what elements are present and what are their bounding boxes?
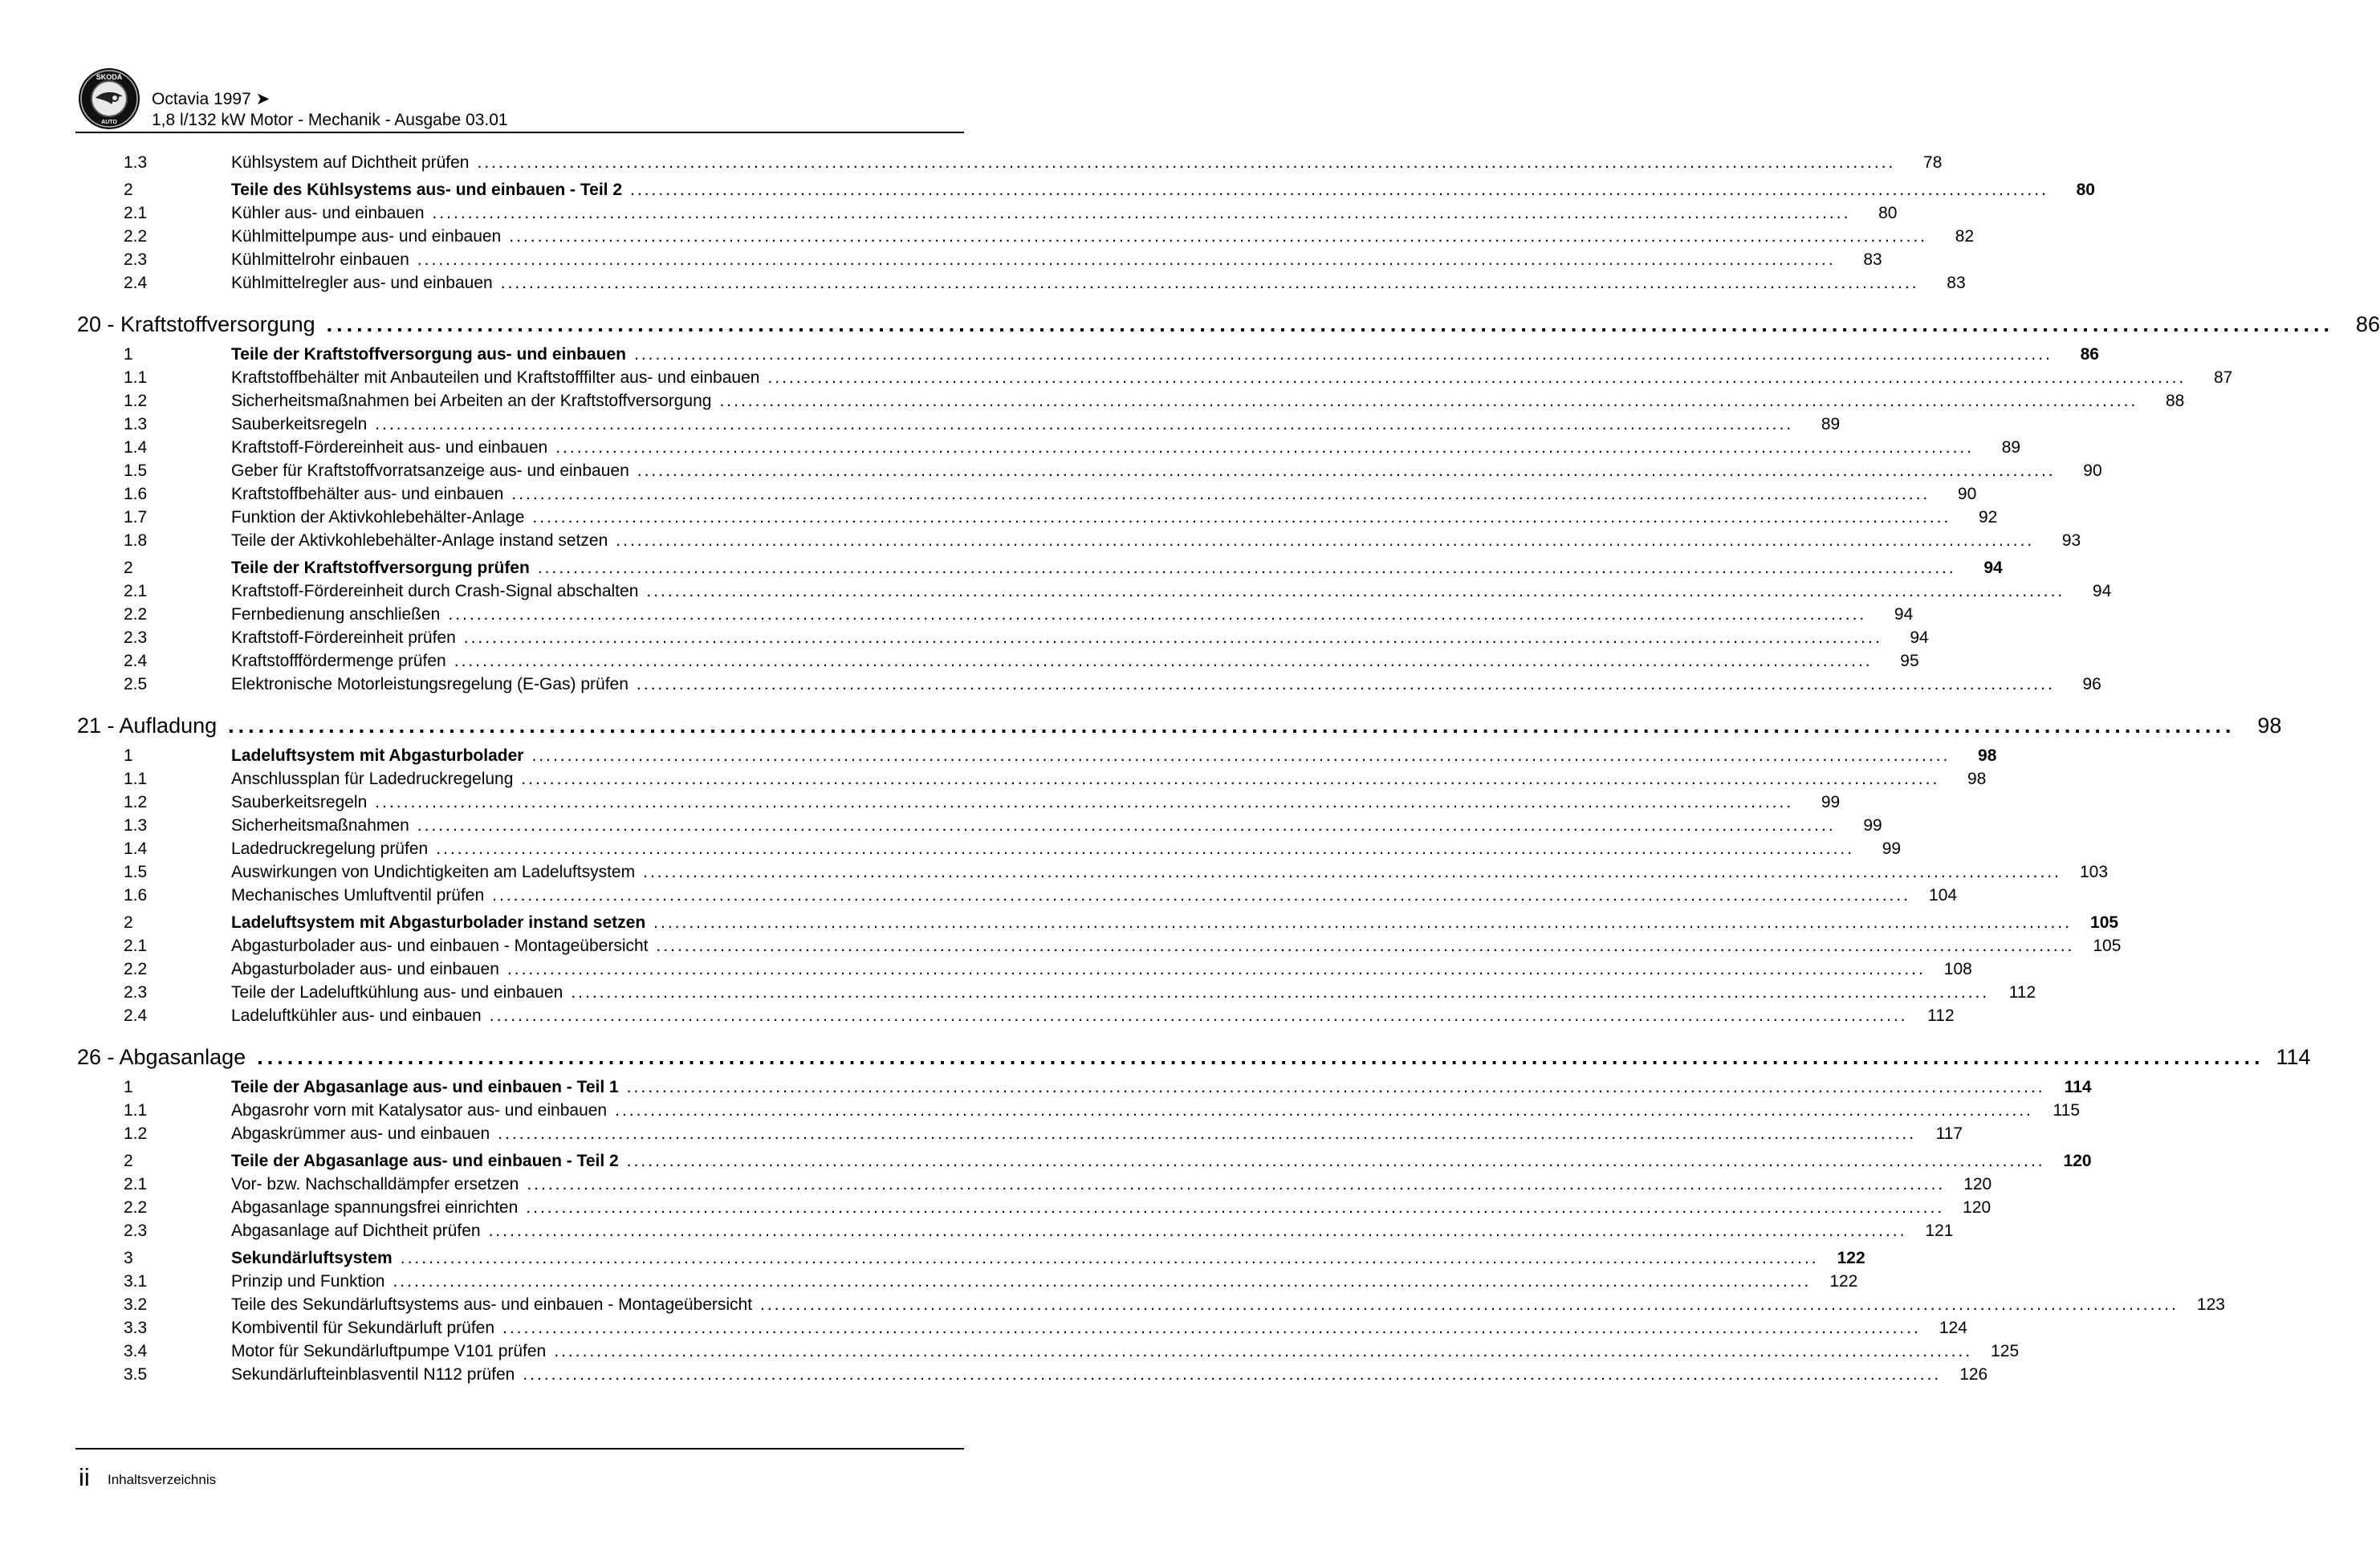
toc-title: Ladeluftsystem mit Abgasturbolader [231, 746, 524, 765]
toc-number: 3 [124, 1249, 133, 1267]
toc-page-number: 114 [2064, 1078, 2092, 1096]
toc-leader-dots: ........................................................................................................................................................................................................ [521, 770, 1940, 788]
toc-entry [75, 1272, 1858, 1295]
toc-number: 1.1 [124, 1101, 148, 1120]
toc-number: 3.2 [124, 1295, 148, 1314]
table-of-contents [75, 153, 2380, 1389]
toc-leader-dots: ........................................................................................................................................................................................................ [719, 392, 2138, 410]
toc-page-number: 92 [1978, 508, 1998, 527]
toc-page-number: 78 [1923, 153, 1943, 172]
toc-entry [75, 770, 1987, 793]
toc-number: 1.1 [124, 770, 148, 788]
toc-entry [75, 628, 1929, 652]
toc-leader-dots: ........................................................................................................................................................................................................ [477, 153, 1896, 172]
toc-title: Kraftstoffbehälter aus- und einbauen [231, 485, 504, 503]
toc-entry [75, 960, 1972, 983]
toc-chapter [75, 1040, 2311, 1074]
toc-section [75, 913, 2119, 937]
toc-entry [75, 485, 1977, 508]
toc-page-number: 98 [1967, 770, 1987, 788]
toc-title: Abgasrohr vorn mit Katalysator aus- und einbauen [231, 1101, 608, 1120]
toc-title: Teile der Abgasanlage aus- und einbauen - Teil 2 [231, 1152, 619, 1170]
toc-leader-dots: ........................................................................................................................................................................................................ [634, 345, 2052, 364]
toc-title: Abgasanlage auf Dichtheit prüfen [231, 1222, 481, 1240]
toc-page-number: 94 [2092, 582, 2112, 600]
toc-entry [75, 793, 1841, 816]
toc-page-number: 121 [1925, 1222, 1954, 1240]
toc-page-number: 80 [2076, 181, 2095, 199]
toc-entry [75, 840, 1902, 863]
toc-entry [75, 816, 1882, 840]
toc-number: 1.5 [124, 863, 148, 881]
toc-entry [75, 1319, 1967, 1342]
toc-entry [75, 1124, 1963, 1148]
toc-leader-dots: ........................................................................................................................................................................................................ [626, 1152, 2045, 1170]
toc-number: 1.8 [124, 531, 148, 550]
toc-section [75, 1249, 1865, 1272]
toc-number: 1.6 [124, 485, 148, 503]
toc-leader-dots: ........................................................................................................................................................................................................ [417, 250, 1836, 269]
page-header [78, 67, 964, 133]
toc-number: 2.4 [124, 652, 148, 670]
toc-entry [75, 204, 1898, 227]
toc-entry [75, 274, 1966, 297]
toc-page-number: 88 [2166, 392, 2185, 410]
toc-title: Teile der Abgasanlage aus- und einbauen - Teil 1 [231, 1078, 619, 1096]
toc-title: Abgasturbolader aus- und einbauen [231, 960, 499, 978]
toc-entry [75, 250, 1882, 274]
toc-entry [75, 1175, 1992, 1198]
toc-title: Elektronische Motorleistungsregelung (E-Gas) prüfen [231, 675, 629, 693]
toc-leader-dots: ........................................................................................................................................................................................................ [555, 438, 1975, 457]
toc-leader-dots: ........................................................................................................................................................................................................ [492, 886, 1911, 905]
toc-title: Kühler aus- und einbauen [231, 204, 425, 222]
toc-section [75, 1078, 2092, 1101]
toc-entry [75, 1198, 1991, 1222]
toc-entry [75, 461, 2102, 485]
toc-number: 2.1 [124, 1175, 148, 1193]
toc-entry [75, 1101, 2081, 1124]
toc-number: 2.1 [124, 204, 148, 222]
toc-title: Sicherheitsmaßnahmen bei Arbeiten an der Kraftstoffversorgung [231, 392, 712, 410]
toc-title: 20 - Kraftstoffversorgung [77, 311, 315, 336]
toc-page-number: 120 [1963, 1198, 1991, 1217]
toc-title: Kraftstoffbehälter mit Anbauteilen und Kraftstofffilter aus- und einbauen [231, 368, 760, 387]
toc-entry [75, 438, 2021, 461]
toc-leader-dots: ........................................................................................................................................................................................................ [523, 1365, 1942, 1384]
toc-leader-dots: ........................................................................................................................................................................................................ [463, 628, 1882, 647]
toc-page-number: 114 [2276, 1044, 2311, 1069]
toc-title: Sekundärlufteinblasventil N112 prüfen [231, 1365, 515, 1384]
toc-page-number: 105 [2093, 937, 2122, 955]
toc-entry [75, 886, 1958, 909]
document-title: Octavia 1997 ➤ [152, 90, 271, 108]
toc-entry [75, 227, 1975, 250]
toc-section [75, 181, 2095, 204]
toc-page-number: 82 [1955, 227, 1975, 246]
toc-title: Vor- bzw. Nachschalldämpfer ersetzen [231, 1175, 519, 1193]
toc-leader-dots: ........................................................................................................................................................................................................ [626, 1078, 2045, 1096]
toc-entry [75, 531, 2081, 555]
toc-page-number: 104 [1929, 886, 1958, 905]
toc-title: Kühlmittelrohr einbauen [231, 250, 409, 269]
footer-page-number: ii [79, 1463, 90, 1491]
toc-title: Kühlmittelregler aus- und einbauen [231, 274, 493, 292]
toc-leader-dots: ........................................................................................................................................................................................................ [488, 1222, 1907, 1240]
toc-number: 3.1 [124, 1272, 148, 1291]
toc-page-number: 89 [2001, 438, 2021, 457]
toc-number: 2 [124, 559, 133, 577]
toc-title: Funktion der Aktivkohlebehälter-Anlage [231, 508, 525, 527]
toc-entry [75, 1342, 2020, 1365]
toc-title: Teile der Kraftstoffversorgung prüfen [231, 559, 530, 577]
toc-leader-dots: ........................................................................................................................................................................................................ [554, 1342, 1973, 1360]
toc-number: 3.5 [124, 1365, 148, 1384]
toc-title: Abgaskrümmer aus- und einbauen [231, 1124, 490, 1143]
toc-number: 1.3 [124, 816, 148, 835]
toc-leader-dots: ........................................................................................................................................................................................................ [531, 746, 1951, 765]
toc-number: 1 [124, 345, 133, 364]
toc-page-number: 80 [1878, 204, 1898, 222]
toc-leader-dots: ........................................................................................................................................................................................................ [767, 368, 2187, 387]
toc-page-number: 123 [2196, 1295, 2225, 1314]
toc-title: Ladedruckregelung prüfen [231, 840, 429, 858]
toc-page-number: 99 [1863, 816, 1882, 835]
toc-section [75, 1152, 2092, 1175]
toc-number: 3.4 [124, 1342, 148, 1360]
toc-leader-dots: ........................................................................................................................................................................................................ [526, 1198, 1945, 1217]
toc-leader-dots: ........................................................................................................................................................................................................ [417, 816, 1836, 835]
toc-page-number: 90 [1957, 485, 1977, 503]
toc-number: 2 [124, 181, 133, 199]
toc-entry [75, 675, 2101, 698]
toc-page-number: 120 [2063, 1152, 2092, 1170]
toc-entry [75, 392, 2185, 415]
toc-page-number: 86 [2355, 311, 2380, 336]
toc-number: 2.2 [124, 227, 148, 246]
toc-number: 2.3 [124, 983, 148, 1002]
toc-title: Teile des Sekundärluftsystems aus- und einbauen - Montageübersicht [231, 1295, 753, 1314]
toc-page-number: 108 [1943, 960, 1972, 978]
toc-entry [75, 937, 2122, 960]
toc-leader-dots: ........................................................................................................................................................................................................ [636, 675, 2055, 693]
toc-leader-dots: ........................................................................................................................................................................................................ [448, 605, 1867, 624]
toc-number: 1 [124, 1078, 133, 1096]
toc-title: Fernbedienung anschließen [231, 605, 441, 624]
toc-number: 2.5 [124, 675, 148, 693]
toc-number: 2.2 [124, 960, 148, 978]
toc-number: 2.1 [124, 582, 148, 600]
toc-entry [75, 1295, 2225, 1319]
document-subtitle: 1,8 l/132 kW Motor - Mechanik - Ausgabe 03.01 [152, 111, 508, 129]
toc-number: 1.2 [124, 392, 148, 410]
toc-page-number: 99 [1821, 793, 1841, 811]
toc-leader-dots: ........................................................................................................................................................................................................ [511, 485, 1930, 503]
toc-leader-dots: ........................................................................................................................................................................................................ [537, 559, 1956, 577]
toc-title: Kraftstoff-Fördereinheit aus- und einbauen [231, 438, 548, 457]
toc-title: Kühlmittelpumpe aus- und einbauen [231, 227, 502, 246]
toc-title: Kraftstoff-Fördereinheit durch Crash-Signal abschalten [231, 582, 639, 600]
toc-number: 3.3 [124, 1319, 148, 1337]
toc-entry [75, 508, 1998, 531]
toc-page-number: 103 [2079, 863, 2109, 881]
toc-page-number: 115 [2052, 1101, 2081, 1120]
toc-leader-dots: ........................................................................................................................................................................................................ [615, 1101, 2034, 1120]
toc-title: Kraftstoff-Fördereinheit prüfen [231, 628, 456, 647]
toc-leader-dots: ........................................................................................................................................................................................................ [643, 863, 2062, 881]
toc-title: 21 - Aufladung [77, 713, 218, 738]
toc-page-number: 125 [1991, 1342, 2020, 1360]
toc-page-number: 87 [2213, 368, 2233, 387]
toc-leader-dots: ........................................................................................................................................................................................................ [760, 1295, 2179, 1314]
toc-leader-dots: ........................................................................................................................................................................................................ [507, 960, 1926, 978]
toc-title: Ladeluftkühler aus- und einbauen [231, 1006, 482, 1025]
toc-leader-dots: ........................................................................................................................................................................................................ [653, 913, 2073, 932]
toc-page-number: 96 [2082, 675, 2101, 693]
toc-title: Motor für Sekundärluftpumpe V101 prüfen [231, 1342, 547, 1360]
toc-leader-dots: ........................................................................................................................................................................................................ [432, 204, 1851, 222]
toc-number: 1.4 [124, 840, 148, 858]
toc-page-number: 98 [2257, 713, 2282, 738]
toc-number: 1 [124, 746, 133, 765]
toc-leader-dots: ........................................................................................................................................................................................................ [436, 840, 1855, 858]
toc-page-number: 98 [1978, 746, 1997, 765]
toc-number: 1.3 [124, 153, 148, 172]
toc-entry [75, 415, 1841, 438]
toc-entry [75, 153, 1943, 177]
toc-leader-dots: ........................................................................................................................................................................................................ [502, 1319, 1921, 1337]
toc-number: 2 [124, 913, 133, 932]
toc-page-number: 94 [1983, 559, 2003, 577]
toc-title: Teile der Kraftstoffversorgung aus- und einbauen [231, 345, 627, 364]
toc-page-number: 112 [2008, 983, 2036, 1002]
toc-entry [75, 863, 2109, 886]
toc-page-number: 94 [1910, 628, 1929, 647]
toc-section [75, 559, 2003, 582]
toc-page-number: 94 [1894, 605, 1914, 624]
toc-page-number: 117 [1935, 1124, 1963, 1143]
toc-title: Geber für Kraftstoffvorratsanzeige aus- und einbauen [231, 461, 629, 480]
toc-title: Kombiventil für Sekundärluft prüfen [231, 1319, 495, 1337]
toc-page-number: 86 [2080, 345, 2099, 364]
toc-number: 2.4 [124, 1006, 148, 1025]
toc-leader-dots: ........................................................................................................................................................................................................ [498, 1124, 1917, 1143]
toc-title: Sicherheitsmaßnahmen [231, 816, 409, 835]
toc-section [75, 746, 1997, 770]
toc-number: 1.5 [124, 461, 148, 480]
toc-number: 2.2 [124, 605, 148, 624]
toc-page-number: 126 [1959, 1365, 1988, 1384]
toc-number: 2.3 [124, 250, 148, 269]
toc-title: Sauberkeitsregeln [231, 415, 368, 433]
toc-title: Sauberkeitsregeln [231, 793, 368, 811]
toc-leader-dots: ........................................................................................................................................................................................................ [637, 461, 2056, 480]
toc-title: Teile der Ladeluftkühlung aus- und einbauen [231, 983, 563, 1002]
toc-number: 2.1 [124, 937, 148, 955]
toc-page-number: 89 [1821, 415, 1841, 433]
toc-entry [75, 368, 2233, 392]
toc-leader-dots: ........................................................................................................................................................................................................ [489, 1006, 1908, 1025]
toc-number: 1.1 [124, 368, 148, 387]
toc-leader-dots: ........................................................................................................................................................................................................ [228, 713, 2236, 738]
toc-leader-dots: ........................................................................................................................................................................................................ [646, 582, 2065, 600]
footer-divider [75, 1448, 964, 1450]
toc-number: 1.6 [124, 886, 148, 905]
svg-text:SKODA: SKODA [96, 73, 123, 81]
toc-title: Kraftstofffördermenge prüfen [231, 652, 446, 670]
toc-number: 1.3 [124, 415, 148, 433]
toc-page-number: 122 [1837, 1249, 1865, 1267]
toc-leader-dots: ........................................................................................................................................................................................................ [571, 983, 1990, 1002]
toc-title: Kühlsystem auf Dichtheit prüfen [231, 153, 470, 172]
toc-leader-dots: ........................................................................................................................................................................................................ [375, 793, 1794, 811]
toc-leader-dots: ........................................................................................................................................................................................................ [656, 937, 2075, 955]
toc-title: Ladeluftsystem mit Abgasturbolader instand setzen [231, 913, 646, 932]
toc-page-number: 95 [1900, 652, 1919, 670]
toc-number: 1.2 [124, 793, 148, 811]
toc-title: Teile der Aktivkohlebehälter-Anlage instand setzen [231, 531, 608, 550]
toc-leader-dots: ........................................................................................................................................................................................................ [630, 181, 2048, 199]
toc-leader-dots: ........................................................................................................................................................................................................ [527, 1175, 1946, 1193]
toc-page-number: 90 [2083, 461, 2102, 480]
toc-number: 1.4 [124, 438, 148, 457]
toc-entry [75, 983, 2036, 1006]
toc-number: 1.7 [124, 508, 148, 527]
toc-leader-dots: ........................................................................................................................................................................................................ [375, 415, 1794, 433]
toc-number: 2 [124, 1152, 133, 1170]
header-divider [75, 132, 964, 133]
toc-title: 26 - Abgasanlage [77, 1044, 246, 1069]
toc-page-number: 120 [1963, 1175, 1992, 1193]
toc-title: Auswirkungen von Undichtigkeiten am Ladeluftsystem [231, 863, 636, 881]
toc-leader-dots: ........................................................................................................................................................................................................ [616, 531, 2035, 550]
toc-leader-dots: ........................................................................................................................................................................................................ [400, 1249, 1819, 1267]
toc-chapter [75, 709, 2282, 742]
toc-title: Abgasanlage spannungsfrei einrichten [231, 1198, 519, 1217]
toc-page-number: 83 [1947, 274, 1966, 292]
toc-entry [75, 582, 2112, 605]
toc-number: 1.2 [124, 1124, 148, 1143]
toc-page-number: 93 [2061, 531, 2081, 550]
toc-title: Teile des Kühlsystems aus- und einbauen - Teil 2 [231, 181, 623, 199]
toc-page-number: 112 [1927, 1006, 1955, 1025]
toc-title: Sekundärluftsystem [231, 1249, 393, 1267]
toc-page-number: 124 [1939, 1319, 1967, 1337]
toc-chapter [75, 307, 2380, 341]
toc-section [75, 345, 2099, 368]
toc-title: Abgasturbolader aus- und einbauen - Montageübersicht [231, 937, 649, 955]
toc-leader-dots: ........................................................................................................................................................................................................ [393, 1272, 1812, 1291]
toc-page-number: 99 [1882, 840, 1902, 858]
toc-page-number: 105 [2090, 913, 2119, 932]
toc-leader-dots: ........................................................................................................................................................................................................ [509, 227, 1928, 246]
toc-entry [75, 652, 1919, 675]
toc-leader-dots: ........................................................................................................................................................................................................ [500, 274, 1919, 292]
toc-number: 2.4 [124, 274, 148, 292]
toc-page-number: 122 [1829, 1272, 1858, 1291]
toc-title: Anschlussplan für Ladedruckregelung [231, 770, 514, 788]
toc-number: 2.2 [124, 1198, 148, 1217]
skoda-logo-icon [78, 67, 140, 130]
toc-leader-dots: ........................................................................................................................................................................................................ [454, 652, 1873, 670]
toc-title: Prinzip und Funktion [231, 1272, 385, 1291]
toc-entry [75, 1006, 1955, 1030]
toc-page-number: 83 [1863, 250, 1882, 269]
toc-leader-dots: ........................................................................................................................................................................................................ [257, 1044, 2264, 1069]
toc-title: Mechanisches Umluftventil prüfen [231, 886, 485, 905]
toc-number: 2.3 [124, 1222, 148, 1240]
toc-leader-dots: ........................................................................................................................................................................................................ [532, 508, 1951, 527]
toc-entry [75, 1365, 1988, 1389]
svg-text:AUTO: AUTO [101, 120, 117, 125]
toc-entry [75, 605, 1914, 628]
toc-entry [75, 1222, 1954, 1245]
toc-leader-dots: ........................................................................................................................................................................................................ [326, 311, 2333, 336]
footer-label: Inhaltsverzeichnis [108, 1472, 217, 1487]
toc-number: 2.3 [124, 628, 148, 647]
